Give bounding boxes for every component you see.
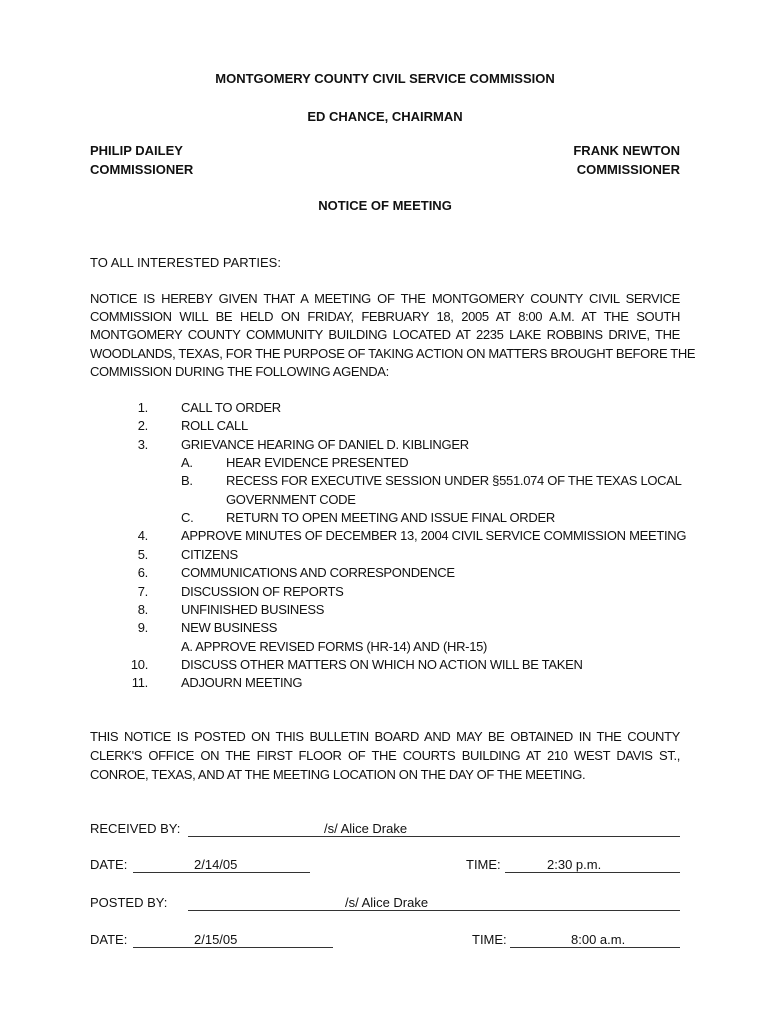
intro-line: MONTGOMERY COUNTY COMMUNITY BUILDING LOCATED AT 2235 LAKE ROBBINS DRIVE, THE <box>90 327 680 343</box>
agenda-number: 8. <box>137 601 148 617</box>
salutation: TO ALL INTERESTED PARTIES: <box>90 255 281 270</box>
agenda-number: 7. <box>137 583 148 599</box>
agenda-text: CALL TO ORDER <box>181 400 281 415</box>
agenda-number: 2. <box>137 418 148 434</box>
agenda-number: 11. <box>131 675 148 691</box>
agenda-sub-letter: A. <box>181 455 193 471</box>
commissioner-right-title: COMMISSIONER <box>576 162 680 177</box>
intro-line: COMMISSION DURING THE FOLLOWING AGENDA: <box>90 363 389 379</box>
posted-by-label: POSTED BY: <box>90 895 168 910</box>
agenda-sub-text: RETURN TO OPEN MEETING AND ISSUE FINAL ORDER <box>226 510 555 526</box>
agenda-text: COMMUNICATIONS AND CORRESPONDENCE <box>181 565 455 581</box>
time2-value: 8:00 a.m. <box>571 932 626 947</box>
agenda-text: NEW BUSINESS <box>181 620 278 636</box>
time1-label: TIME: <box>466 857 501 872</box>
posted-by-value: /s/ Alice Drake <box>345 895 429 910</box>
agenda-text: ADJOURN MEETING <box>181 675 303 691</box>
agenda-text: ROLL CALL <box>181 418 248 434</box>
commissioner-left-name: PHILIP DAILEY <box>90 143 183 158</box>
received-by-value: /s/ Alice Drake <box>324 821 408 836</box>
agenda-sub-letter: C. <box>181 510 194 526</box>
posting-line: THIS NOTICE IS POSTED ON THIS BULLETIN BOARD AND MAY BE OBTAINED IN THE COUNTY <box>90 729 680 744</box>
agenda-sub-letter: B. <box>181 473 193 489</box>
agenda-sub-text: HEAR EVIDENCE PRESENTED <box>226 455 409 471</box>
agenda-text: UNFINISHED BUSINESS <box>181 601 325 617</box>
chairman-line: ED CHANCE, CHAIRMAN <box>307 109 463 124</box>
commissioner-right-name: FRANK NEWTON <box>573 143 680 158</box>
posting-line: CLERK'S OFFICE ON THE FIRST FLOOR OF THE COURTS BUILDING AT 210 WEST DAVIS ST., <box>90 748 680 763</box>
received-by-label: RECEIVED BY: <box>90 821 181 836</box>
posting-line: CONROE, TEXAS, AND AT THE MEETING LOCATION ON THE DAY OF THE MEETING. <box>90 767 586 782</box>
date1-label: DATE: <box>90 857 128 872</box>
agenda-number: 6. <box>137 565 148 581</box>
agenda-number: 5. <box>137 546 148 562</box>
agenda-number: 1. <box>137 400 148 415</box>
commissioner-left-title: COMMISSIONER <box>90 162 194 177</box>
agenda-sub-text: GOVERNMENT CODE <box>226 491 356 507</box>
agenda-number: 9. <box>137 620 148 636</box>
intro-line: NOTICE IS HEREBY GIVEN THAT A MEETING OF THE MONTGOMERY COUNTY CIVIL SERVICE <box>90 291 680 306</box>
agenda-sub-text: RECESS FOR EXECUTIVE SESSION UNDER §551.074 OF THE TEXAS LOCAL <box>226 473 682 489</box>
agenda-number: 4. <box>137 528 148 544</box>
date2-value: 2/15/05 <box>194 932 238 947</box>
agenda-text: DISCUSSION OF REPORTS <box>181 583 344 599</box>
org-heading: MONTGOMERY COUNTY CIVIL SERVICE COMMISSION <box>215 71 555 86</box>
agenda-text: GRIEVANCE HEARING OF DANIEL D. KIBLINGER <box>181 436 469 452</box>
intro-line: COMMISSION WILL BE HELD ON FRIDAY, FEBRUARY 18, 2005 AT 8:00 A.M. AT THE SOUTH <box>90 309 680 325</box>
agenda-text: A. APPROVE REVISED FORMS (HR-14) AND (HR-15) <box>181 638 488 654</box>
agenda-number: 10. <box>130 656 148 672</box>
date1-value: 2/14/05 <box>194 857 238 872</box>
time1-value: 2:30 p.m. <box>547 857 602 872</box>
time2-label: TIME: <box>472 932 507 947</box>
agenda-text: DISCUSS OTHER MATTERS ON WHICH NO ACTION WILL BE TAKEN <box>181 656 583 672</box>
date2-label: DATE: <box>90 932 128 947</box>
agenda-text: CITIZENS <box>181 546 238 562</box>
document-title: NOTICE OF MEETING <box>318 198 452 213</box>
agenda-text: APPROVE MINUTES OF DECEMBER 13, 2004 CIVIL SERVICE COMMISSION MEETING <box>181 528 687 544</box>
intro-line: WOODLANDS, TEXAS, FOR THE PURPOSE OF TAKING ACTION ON MATTERS BROUGHT BEFORE THE <box>90 345 696 361</box>
agenda-number: 3. <box>137 436 148 452</box>
